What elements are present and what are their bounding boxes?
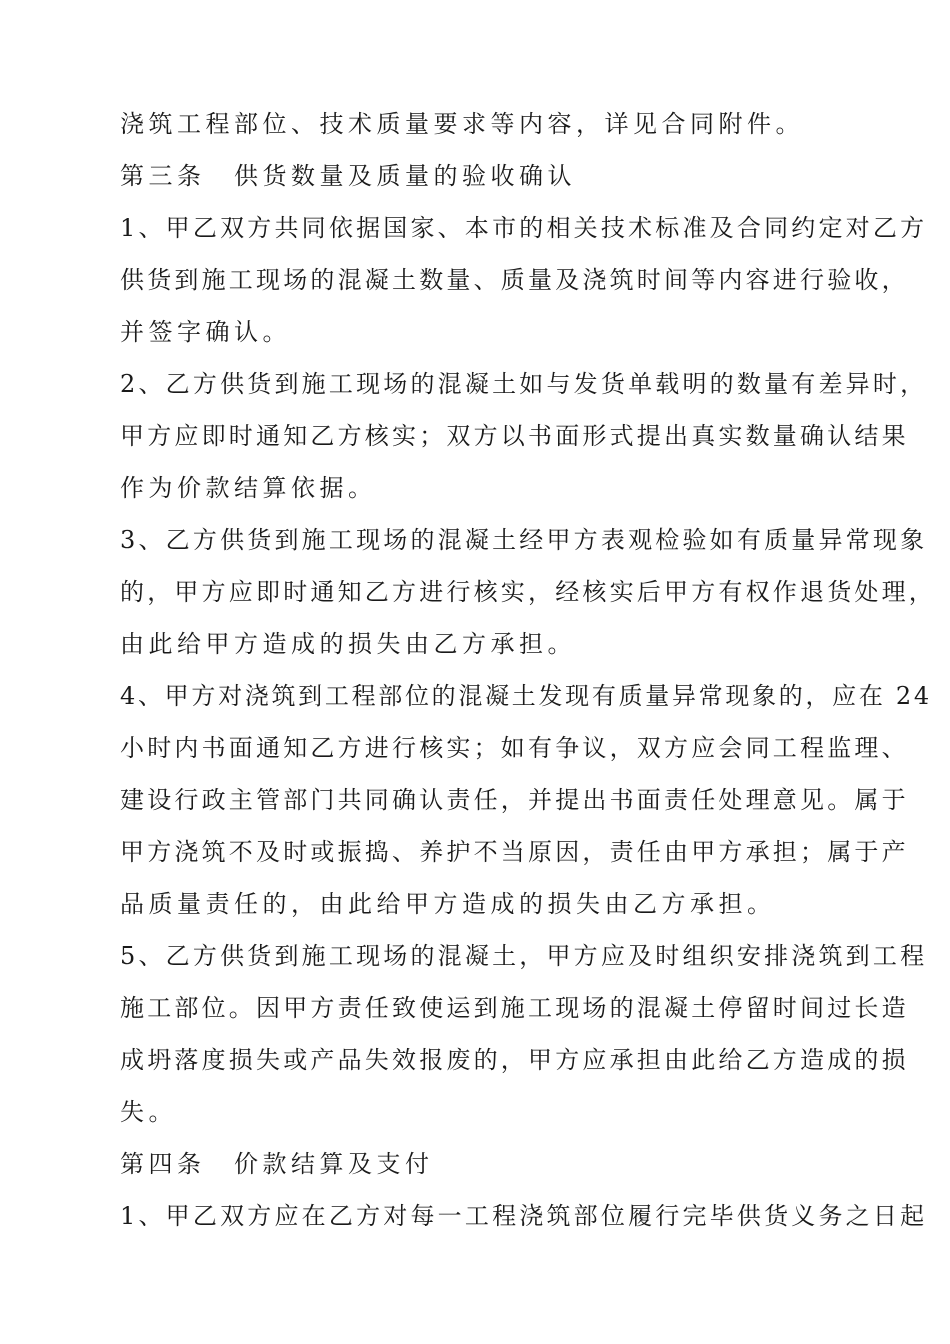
text-line: 由此给甲方造成的损失由乙方承担。 <box>120 630 576 658</box>
text-line: 4、甲方对浇筑到工程部位的混凝土发现有质量异常现象的，应在 24 <box>120 682 932 710</box>
text-line: 成坍落度损失或产品失效报废的，甲方应承担由此给乙方造成的损 <box>120 1046 909 1074</box>
text-line: 3、乙方供货到施工现场的混凝土经甲方表观检验如有质量异常现象 <box>120 526 928 554</box>
text-line: 1、甲乙双方共同依据国家、本市的相关技术标准及合同约定对乙方 <box>120 214 928 242</box>
text-line: 并签字确认。 <box>120 318 291 346</box>
text-line: 作为价款结算依据。 <box>120 474 377 502</box>
text-line: 2、乙方供货到施工现场的混凝土如与发货单载明的数量有差异时， <box>120 370 928 398</box>
text-line: 建设行政主管部门共同确认责任，并提出书面责任处理意见。属于 <box>120 786 909 814</box>
text-line: 1、甲乙双方应在乙方对每一工程浇筑部位履行完毕供货义务之日起 <box>120 1202 928 1230</box>
section-heading: 第四条 价款结算及支付 <box>120 1150 434 1178</box>
text-line: 的，甲方应即时通知乙方进行核实，经核实后甲方有权作退货处理， <box>120 578 936 606</box>
text-line: 甲方浇筑不及时或振捣、养护不当原因，责任由甲方承担；属于产 <box>120 838 909 866</box>
section-heading: 第三条 供货数量及质量的验收确认 <box>120 162 576 190</box>
text-line: 浇筑工程部位、技术质量要求等内容，详见合同附件。 <box>120 110 804 138</box>
text-line: 小时内书面通知乙方进行核实；如有争议，双方应会同工程监理、 <box>120 734 909 762</box>
text-line: 失。 <box>120 1098 177 1126</box>
text-line: 5、乙方供货到施工现场的混凝土，甲方应及时组织安排浇筑到工程 <box>120 942 928 970</box>
text-line: 供货到施工现场的混凝土数量、质量及浇筑时间等内容进行验收， <box>120 266 909 294</box>
text-line: 施工部位。因甲方责任致使运到施工现场的混凝土停留时间过长造 <box>120 994 909 1022</box>
text-line: 甲方应即时通知乙方核实；双方以书面形式提出真实数量确认结果 <box>120 422 909 450</box>
text-line: 品质量责任的，由此给甲方造成的损失由乙方承担。 <box>120 890 776 918</box>
